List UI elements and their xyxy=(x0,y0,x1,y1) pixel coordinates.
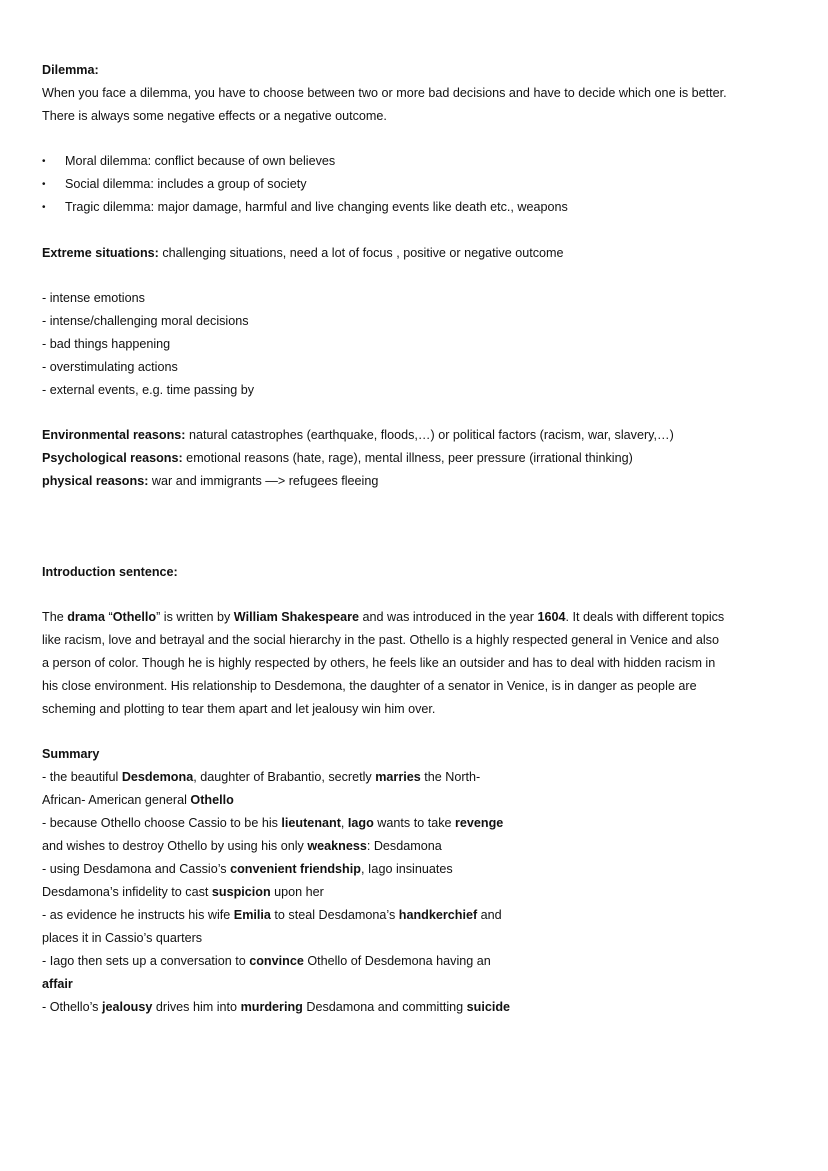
summary-bold: convince xyxy=(249,954,304,968)
introduction-paragraph xyxy=(42,606,802,721)
intro-bold-othello: Othello xyxy=(112,610,157,624)
summary-bold: affair xyxy=(42,977,73,991)
introduction-line-1 xyxy=(42,606,802,629)
introduction-heading xyxy=(42,561,802,584)
summary-text: Desdamona and committing xyxy=(302,1000,467,1014)
summary-text: and wishes to destroy Othello by using his only xyxy=(42,839,308,853)
summary-line-1 xyxy=(42,766,802,789)
extreme-situations-text: challenging situations, need a lot of focus , positive or negative outcome xyxy=(158,246,564,260)
intro-text: “ xyxy=(105,610,113,624)
summary-text: - because Othello choose Cassio to be his xyxy=(42,816,282,830)
summary-text: the North- xyxy=(420,770,481,784)
summary-text: upon her xyxy=(270,885,324,899)
summary-bold: weakness xyxy=(307,839,367,853)
summary-line-2 xyxy=(42,789,802,812)
summary-heading-text: Summary xyxy=(42,747,100,761)
intro-text: and was introduced in the year xyxy=(358,610,538,624)
extreme-situations-list xyxy=(42,287,802,402)
summary-bold: Othello xyxy=(190,793,234,807)
summary-bold: jealousy xyxy=(101,1000,153,1014)
physical-reasons-text: war and immigrants —> refugees fleeing xyxy=(148,474,379,488)
introduction-line-3: a person of color. Though he is highly respected by others, he feels like an outsider and has to deal with hidden racism in xyxy=(42,656,716,670)
summary-text: Desdamona’s infidelity to cast xyxy=(42,885,212,899)
summary-text: drives him into xyxy=(152,1000,241,1014)
summary-bold: handkerchief xyxy=(398,908,478,922)
summary-bold: Iago xyxy=(347,816,374,830)
bullet-moral-dilemma: • Moral dilemma: conflict because of own believes xyxy=(42,150,802,173)
environmental-reasons-label: Environmental reasons: xyxy=(42,428,186,442)
extreme-item: - intense emotions xyxy=(42,291,145,305)
summary-bold: Emilia xyxy=(233,908,271,922)
summary-text: , Iago insinuates xyxy=(360,862,453,876)
environmental-reasons xyxy=(42,424,802,447)
intro-bold-drama: drama xyxy=(67,610,106,624)
summary-line-5 xyxy=(42,858,802,881)
psychological-reasons-label: Psychological reasons: xyxy=(42,451,183,465)
summary-text: Othello of Desdemona having an xyxy=(303,954,491,968)
dilemma-heading-text: Dilemma: xyxy=(42,63,99,77)
introduction-line-5: scheming and plotting to tear them apart and let jealousy win him over. xyxy=(42,702,436,716)
introduction-line-2: like racism, love and betrayal and the social hierarchy in the past. Othello is a highly respected general in Venice and also xyxy=(42,633,719,647)
extreme-item: - external events, e.g. time passing by xyxy=(42,383,255,397)
psychological-reasons-text: emotional reasons (hate, rage), mental illness, peer pressure (irrational thinking) xyxy=(182,451,633,465)
dilemma-section xyxy=(42,59,802,128)
summary-section xyxy=(42,743,802,1019)
dilemma-types xyxy=(42,150,802,219)
summary-text: , daughter of Brabantio, secretly xyxy=(193,770,376,784)
intro-text: . It deals with different topics xyxy=(565,610,725,624)
dilemma-definition-line-2: There is always some negative effects or a negative outcome. xyxy=(42,109,387,123)
bullet-tragic-dilemma: • Tragic dilemma: major damage, harmful and live changing events like death etc., weapons xyxy=(42,196,802,219)
intro-text: ” is written by xyxy=(156,610,234,624)
extreme-item: - overstimulating actions xyxy=(42,360,178,374)
summary-text: - Iago then sets up a conversation to xyxy=(42,954,250,968)
summary-line-6 xyxy=(42,881,802,904)
summary-bold: convenient friendship xyxy=(230,862,361,876)
summary-line-9 xyxy=(42,950,802,973)
summary-text: African- American general xyxy=(42,793,191,807)
summary-heading xyxy=(42,743,802,766)
summary-bold: suicide xyxy=(466,1000,511,1014)
summary-line-8: places it in Cassio’s quarters xyxy=(42,931,203,945)
summary-line-3 xyxy=(42,812,802,835)
summary-bold: Desdemona xyxy=(121,770,194,784)
intro-bold-author: William Shakespeare xyxy=(233,610,359,624)
summary-bold: lieutenant xyxy=(281,816,341,830)
extreme-item: - intense/challenging moral decisions xyxy=(42,314,249,328)
summary-text: - Othello’s xyxy=(42,1000,102,1014)
bullet-social-dilemma: • Social dilemma: includes a group of society xyxy=(42,173,802,196)
environmental-reasons-text: natural catastrophes (earthquake, floods,…) or political factors (racism, war, slavery,…) xyxy=(185,428,674,442)
introduction-heading-text: Introduction sentence: xyxy=(42,565,178,579)
intro-bold-year: 1604 xyxy=(537,610,566,624)
summary-text: - the beautiful xyxy=(42,770,122,784)
psychological-reasons xyxy=(42,447,802,470)
extreme-item: - bad things happening xyxy=(42,337,171,351)
summary-line-7 xyxy=(42,904,802,927)
physical-reasons xyxy=(42,470,802,493)
introduction-heading-block xyxy=(42,561,802,584)
summary-line-4 xyxy=(42,835,802,858)
intro-text: The xyxy=(42,610,68,624)
dilemma-bullet-list xyxy=(42,150,802,219)
summary-bold: suspicion xyxy=(211,885,271,899)
summary-bold: marries xyxy=(375,770,421,784)
extreme-situations-section xyxy=(42,242,802,265)
summary-bold: revenge xyxy=(455,816,504,830)
summary-text: to steal Desdamona’s xyxy=(270,908,399,922)
extreme-situations-line xyxy=(42,242,802,265)
physical-reasons-label: physical reasons: xyxy=(42,474,149,488)
introduction-line-4: his close environment. His relationship to Desdemona, the daughter of a senator in Venice, is in danger as people are xyxy=(42,679,697,693)
dilemma-definition-line-1: When you face a dilemma, you have to choose between two or more bad decisions and have to decide which one is better. xyxy=(42,86,727,100)
summary-text: wants to take xyxy=(373,816,455,830)
summary-line-10 xyxy=(42,973,802,996)
summary-line-11 xyxy=(42,996,802,1019)
summary-text: and xyxy=(477,908,502,922)
extreme-situations-label: Extreme situations: xyxy=(42,246,159,260)
summary-text: : Desdamona xyxy=(366,839,442,853)
reasons-section xyxy=(42,424,802,493)
summary-text: - as evidence he instructs his wife xyxy=(42,908,234,922)
summary-text: , xyxy=(340,816,348,830)
summary-text: - using Desdamona and Cassio’s xyxy=(42,862,231,876)
dilemma-heading xyxy=(42,59,802,82)
summary-bold: murdering xyxy=(240,1000,303,1014)
